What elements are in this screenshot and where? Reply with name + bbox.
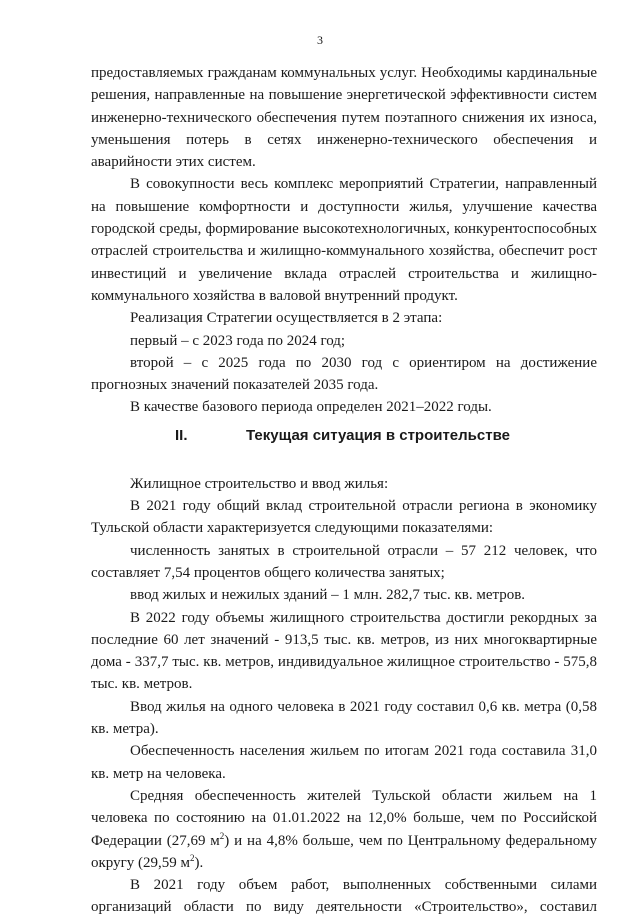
section-spacer	[91, 447, 597, 473]
paragraph-intro-1: предоставляемых гражданам коммунальных услуг. Необходимы кардинальные решения, направленные на повышение энергетической эффективности систем инженерно-технического обеспечения путем поэтапного снижения их износа, уменьшения потерь в сетях инженерно-технического обеспечения и аварийности этих систем.	[91, 65, 597, 171]
paragraph-per-capita: Ввод жилья на одного человека в 2021 году составил 0,6 кв. метра (0,58 кв. метра).	[91, 698, 597, 738]
paragraph-base-period: В качестве базового периода определен 2021–2022 годы.	[130, 399, 492, 416]
section-heading	[91, 425, 597, 447]
paragraph-average-provision	[91, 785, 597, 874]
paragraph-provision: Обеспеченность населения жильем по итогам 2021 года составила 31,0 кв. метр на человека.	[91, 743, 597, 782]
paragraph-stage-2: второй – с 2025 года по 2030 год с ориентиром на достижение прогнозных значений показателей 2035 года.	[91, 354, 597, 394]
superscript-2: 2	[219, 830, 225, 841]
paragraph-record-volume: В 2022 году объемы жилищного строительства достигли рекордных за последние 60 лет значений - 913,5 тыс. кв. метров, из них многоквартирные дома - 337,7 тыс. кв. метров, индивидуальное жилищное строительство - 575,8 тыс. кв. метров.	[91, 609, 597, 693]
paragraph-stage-1: первый – с 2023 года по 2024 год;	[130, 332, 346, 349]
provision-text-1: Средняя обеспеченность жителей Тульской области жильем на 1 человека по состоянию на 01.01.2022 на 12,0% больше, чем по Российской Федерации (27,69 м	[91, 787, 597, 849]
document-body	[91, 62, 597, 919]
paragraph-employment: численность занятых в строительной отрасли – 57 212 человек, что составляет 7,54 процентов общего количества занятых;	[91, 542, 597, 581]
provision-text-3: ).	[194, 854, 204, 871]
paragraph-stages: Реализация Стратегии осуществляется в 2 этапа:	[130, 310, 443, 327]
paragraph-commissioning: ввод жилых и нежилых зданий – 1 млн. 282,7 тыс. кв. метров.	[130, 587, 526, 604]
section-number: II.	[175, 426, 188, 444]
superscript-2: 2	[189, 852, 195, 863]
paragraph-contribution: В 2021 году общий вклад строительной отрасли региона в экономику Тульской области характеризуется следующими показателями:	[91, 498, 597, 537]
page-number: 3	[317, 33, 323, 47]
paragraph-work-volume: В 2021 году объем работ, выполненных собственными силами организаций области по виду деятельности «Строительство», составил	[91, 877, 597, 916]
paragraph-housing: Жилищное строительство и ввод жилья:	[130, 475, 389, 492]
paragraph-intro-2: В совокупности весь комплекс мероприятий Стратегии, направленный на повышение комфортности и доступности жилья, улучшение качества городской среды, формирование высокотехнологичных, конкурентоспособных отраслей строительства и жилищно-коммунального хозяйства, обеспечит рост инвестиций и увеличение вклада отраслей строительства и жилищно-коммунального хозяйства в валовой внутренний продукт.	[91, 176, 597, 304]
provision-text-2: ) и на 4,8% больше, чем по Центральному федеральному округу (29,59 м	[91, 832, 597, 871]
section-title: Текущая ситуация в строительстве	[246, 426, 510, 444]
